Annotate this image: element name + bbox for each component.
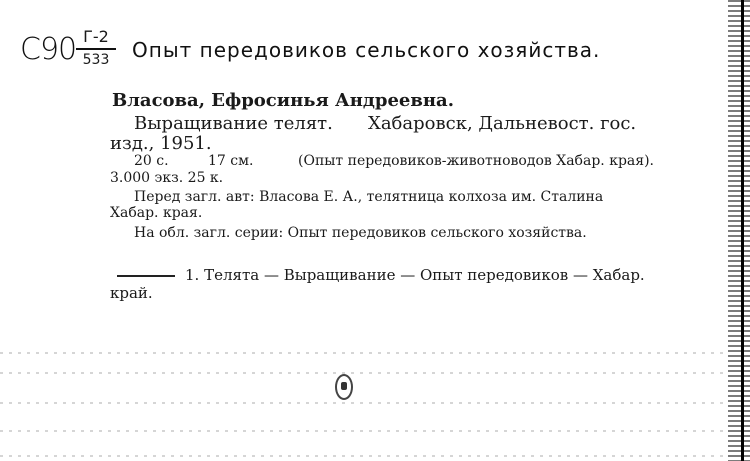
call-number-fraction-top: Г-2 [76, 28, 116, 50]
imprint-place: Хабаровск, Дальневост. гос. [368, 113, 637, 134]
scan-noise [0, 402, 728, 404]
series-handwritten: Опыт передовиков сельского хозяйства. [132, 38, 601, 62]
scan-noise [0, 430, 728, 432]
scan-noise [0, 352, 728, 354]
card-punch-hole [335, 374, 353, 400]
note-author-line2: Хабар. края. [110, 205, 203, 221]
scan-noise [0, 372, 728, 374]
print-run-price: 3.000 экз. 25 к. [110, 170, 224, 186]
card-edge-shadow [728, 0, 750, 461]
scan-noise [0, 455, 728, 457]
call-number-fraction [76, 28, 116, 69]
call-number-fraction-bottom: 533 [82, 52, 110, 68]
size: 17 см. [208, 153, 254, 169]
note-cover-series: На обл. загл. серии: Опыт передовиков сельского хозяйства. [134, 225, 587, 241]
title: Выращивание телят. [134, 113, 333, 134]
pages: 20 с. [134, 153, 169, 169]
tracing-dash [117, 275, 175, 277]
card-edge-line [741, 0, 744, 461]
author-heading: Власова, Ефросинья Андреевна. [112, 90, 454, 111]
note-author-line1: Перед загл. авт: Власова Е. А., телятница колхоза им. Сталина [134, 189, 604, 205]
call-number-main: С90 [20, 32, 77, 67]
imprint-publisher-year: изд., 1951. [110, 133, 212, 154]
subject-tracing-line2: край. [110, 284, 153, 302]
subject-tracing-line1: 1. Телята — Выращивание — Опыт передовиков — Хабар. [185, 266, 645, 284]
series-statement: (Опыт передовиков-животноводов Хабар. края). [298, 153, 654, 169]
